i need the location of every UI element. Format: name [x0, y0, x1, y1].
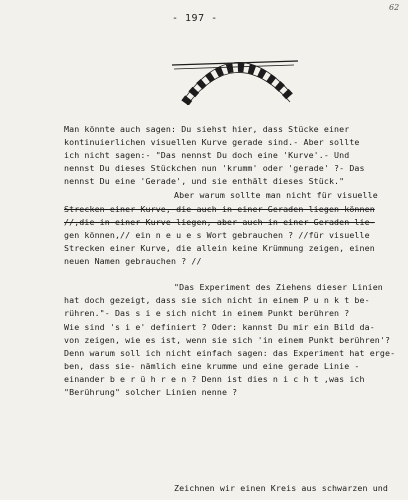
- text-line-10: Strecken einer Kurve, die allein keine Krümmung zeigen, einen: [64, 243, 375, 253]
- text-line-5: nennst Du eine 'Gerade', und sie enthält dieses Stück.": [64, 176, 345, 186]
- text-line-12: "Das Experiment des Ziehens dieser Linien: [174, 282, 383, 292]
- text-line-3: ich nicht sagen:- "Das nennst Du doch eine 'Kurve'.- Und: [64, 150, 350, 160]
- text-line-7-struck: Strecken einer Kurve, die auch in einer Geraden liegen können: [64, 204, 375, 214]
- text-line-8-struck: //,die in einer Kurve liegen, aber auch in einer Geraden lie-: [64, 217, 375, 227]
- text-line-21: Zeichnen wir einen Kreis aus schwarzen und: [174, 483, 388, 493]
- text-line-2: kontinuierlichen visuellen Kurve gerade sind.- Aber sollte: [64, 137, 360, 147]
- text-line-13: hat doch gezeigt, dass sie sich nicht in einem P u n k t be-: [64, 295, 370, 305]
- text-line-4: nennst Du dieses Stückchen nun 'krumm' oder 'gerade' ?- Das: [64, 163, 365, 173]
- curve-and-line-figure: [160, 45, 300, 105]
- text-line-19: einander b e r ü h r e n ? Denn ist dies n i c h t ,was ich: [64, 374, 365, 384]
- handwritten-folio-number: 62: [389, 3, 400, 12]
- text-line-9: gen können,// ein n e u e s Wort gebrauchen ? //für visuelle: [64, 230, 370, 240]
- page-number: - 197 -: [172, 13, 218, 24]
- text-line-18: ben, dass sie- nämlich eine krumme und eine gerade Linie -: [64, 361, 360, 371]
- text-line-16: von zeigen, wie es ist, wenn sie sich 'in einem Punkt berühren'?: [64, 335, 391, 345]
- text-line-11: neuen Namen gebrauchen ? //: [64, 256, 202, 266]
- text-line-17: Denn warum soll ich nicht einfach sagen: das Experiment hat erge-: [64, 348, 396, 358]
- text-line-1: Man könnte auch sagen: Du siehst hier, dass Stücke einer: [64, 124, 350, 134]
- text-line-15: Wie sind 's i e' definiert ? Oder: kannst Du mir ein Bild da-: [64, 322, 375, 332]
- text-line-14: rühren."- Das s i e sich nicht in einem Punkt berühren ?: [64, 308, 350, 318]
- text-line-6: Aber warum sollte man nicht für visuelle: [174, 190, 378, 200]
- text-line-20: "Berührung" solcher Linien nenne ?: [64, 387, 238, 397]
